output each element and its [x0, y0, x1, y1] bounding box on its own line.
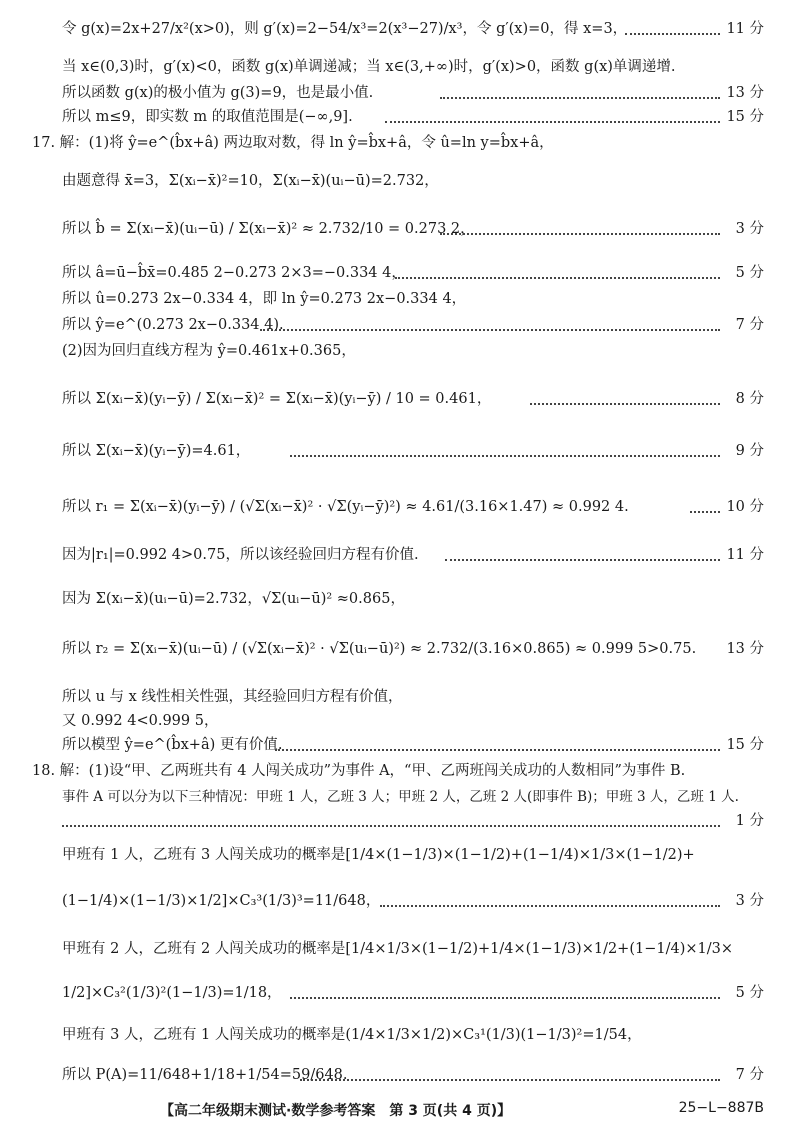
line-text: 令 g(x)=2x+27/x²(x>0)，则 g′(x)=2−54/x³=2(x³−27)/x³，令 g′(x)=0，得 x=3， [62, 21, 628, 37]
line-text: 所以 u 与 x 线性相关性强，其经验回归方程有价值， [62, 689, 403, 705]
score-mark: 1 分 [735, 813, 764, 829]
score-mark: 10 分 [726, 499, 764, 515]
score-mark: 15 分 [726, 109, 764, 125]
score-mark: 3 分 [735, 893, 764, 909]
line-text: 由题意得 x̄=3，Σ(xᵢ−x̄)²=10，Σ(xᵢ−x̄)(uᵢ−ū)=2.732， [62, 173, 439, 189]
score-mark: 11 分 [726, 21, 764, 37]
leader-dots [290, 996, 720, 999]
leader-dots [440, 96, 720, 99]
score-mark: 9 分 [735, 443, 764, 459]
leader-dots [300, 1078, 720, 1081]
leader-dots [625, 32, 720, 35]
line-text: 所以函数 g(x)的极小值为 g(3)=9，也是最小值. [62, 85, 374, 101]
leader-dots [290, 454, 720, 457]
line-text: 因为|r₁|=0.992 4>0.75，所以该经验回归方程有价值. [62, 547, 419, 563]
line-text: 又 0.992 4<0.999 5， [62, 713, 219, 729]
line-text: 因为 Σ(xᵢ−x̄)(uᵢ−ū)=2.732，√Σ(uᵢ−ū)² ≈0.865， [62, 591, 405, 607]
line-text: 事件 A 可以分为以下三种情况：甲班 1 人，乙班 3 人；甲班 2 人，乙班 2 人(即事件 B)；甲班 3 人，乙班 1 人. [62, 789, 739, 805]
line-text: 所以 ŷ=e^(0.273 2x−0.334 4). [62, 317, 284, 333]
score-mark: 8 分 [735, 391, 764, 407]
leader-dots [530, 402, 720, 405]
line-text: (2)因为回归直线方程为 ŷ=0.461x+0.365， [62, 343, 356, 359]
leader-dots [385, 120, 720, 123]
leader-dots [62, 824, 720, 827]
score-mark: 7 分 [735, 317, 764, 333]
score-mark: 5 分 [735, 985, 764, 1001]
line-text: 甲班有 2 人，乙班有 2 人闯关成功的概率是[1/4×1/3×(1−1/2)+1/4×(1−1/3)×1/2+(1−1/4)×1/3× [62, 941, 733, 957]
line-text: 所以模型 ŷ=e^(b̂x+â) 更有价值. [62, 737, 283, 753]
score-mark: 11 分 [726, 547, 764, 563]
footer-title: 【高二年级期末测试·数学参考答案 第 3 页(共 4 页)】 [160, 1103, 512, 1119]
line-text: 甲班有 3 人，乙班有 1 人闯关成功的概率是(1/4×1/3×1/2)×C₃¹(1/3)(1−1/3)²=1/54， [62, 1027, 642, 1043]
score-mark: 13 分 [726, 641, 764, 657]
line-text: 甲班有 1 人，乙班有 3 人闯关成功的概率是[1/4×(1−1/3)×(1−1/2)+(1−1/4)×1/3×(1−1/2)+ [62, 847, 695, 863]
score-mark: 15 分 [726, 737, 764, 753]
score-mark: 7 分 [735, 1067, 764, 1083]
leader-dots [395, 276, 720, 279]
line-text: 所以 P(A)=11/648+1/18+1/54=59/648. [62, 1067, 348, 1083]
line-text: 所以 m≤9，即实数 m 的取值范围是(−∞,9]. [62, 109, 353, 125]
line-text: 18. 解：(1)设“甲、乙两班共有 4 人闯关成功”为事件 A，“甲、乙两班闯关成功的人数相同”为事件 B. [32, 763, 686, 779]
line-text: 1/2]×C₃²(1/3)²(1−1/3)=1/18， [62, 985, 282, 1001]
leader-dots [380, 904, 720, 907]
footer-code: 25−L−887B [678, 1100, 764, 1116]
line-text: 当 x∈(0,3)时，g′(x)<0，函数 g(x)单调递减；当 x∈(3,+∞)时，g′(x)>0，函数 g(x)单调递增. [62, 59, 676, 75]
leader-dots [440, 232, 720, 235]
line-text: (1−1/4)×(1−1/3)×1/2]×C₃³(1/3)³=11/648， [62, 893, 381, 909]
line-text: 所以 â=ū−b̂x̄=0.485 2−0.273 2×3=−0.334 4， [62, 265, 406, 281]
line-text: 所以 b̂ = Σ(xᵢ−x̄)(uᵢ−ū) / Σ(xᵢ−x̄)² ≈ 2.732/10 = 0.273 2， [62, 221, 475, 237]
leader-dots [275, 748, 720, 751]
leader-dots [445, 558, 720, 561]
score-mark: 5 分 [735, 265, 764, 281]
score-mark: 13 分 [726, 85, 764, 101]
score-mark: 3 分 [735, 221, 764, 237]
line-text: 17. 解：(1)将 ŷ=e^(b̂x+â) 两边取对数，得 ln ŷ=b̂x+â，令 û=ln y=b̂x+â， [32, 135, 554, 151]
leader-dots [260, 328, 720, 331]
line-text: 所以 r₂ = Σ(xᵢ−x̄)(uᵢ−ū) / (√Σ(xᵢ−x̄)² · √Σ(uᵢ−ū)²) ≈ 2.732/(3.16×0.865) ≈ 0.999 5>0.75. [62, 641, 697, 657]
line-text: 所以 Σ(xᵢ−x̄)(yᵢ−ȳ)=4.61， [62, 443, 251, 459]
line-text: 所以 r₁ = Σ(xᵢ−x̄)(yᵢ−ȳ) / (√Σ(xᵢ−x̄)² · √Σ(yᵢ−ȳ)²) ≈ 4.61/(3.16×1.47) ≈ 0.992 4. [62, 499, 629, 515]
line-text: 所以 Σ(xᵢ−x̄)(yᵢ−ȳ) / Σ(xᵢ−x̄)² = Σ(xᵢ−x̄)(yᵢ−ȳ) / 10 = 0.461， [62, 391, 492, 407]
line-text: 所以 û=0.273 2x−0.334 4，即 ln ŷ=0.273 2x−0.334 4， [62, 291, 467, 307]
leader-dots [690, 510, 720, 513]
